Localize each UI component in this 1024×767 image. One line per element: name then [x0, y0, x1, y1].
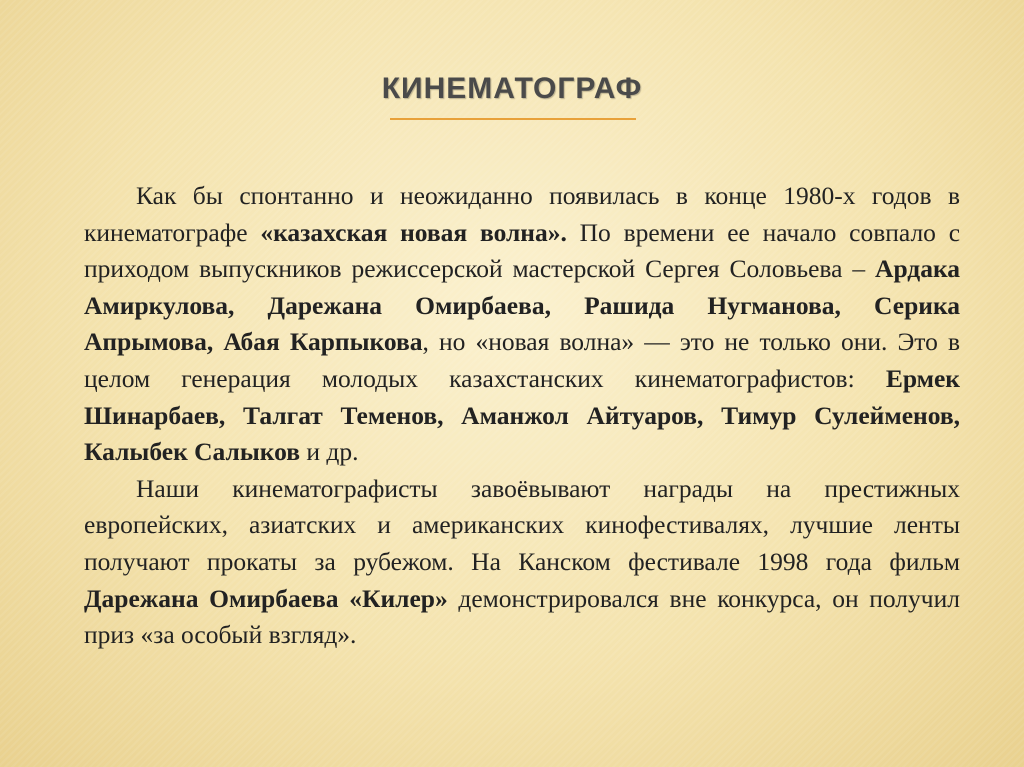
- slide-body: [84, 178, 960, 654]
- p1-bold-2: Ардака Амиркулова, Дарежана Омирбаева, Рашида Нугманова, Серика Апрымова, Абая Карпыкова: [84, 254, 960, 357]
- p2-text-2: демонстрировался вне конкурса, он получил приз «за особый взгляд».: [84, 583, 960, 650]
- p2-text-1: Наши кинематографисты завоёвывают награды на престижных европейских, азиатских и американских кинофестивалях, лучшие ленты получают прокаты за рубежом. На Канском фестивале 1998 года фильм: [84, 473, 960, 576]
- p1-bold-1: «казахская новая волна».: [260, 217, 567, 247]
- p1-text-4: и др.: [300, 437, 359, 467]
- paragraph-2: [84, 471, 960, 654]
- p1-bold-3: Ермек Шинарбаев, Талгат Теменов, Аманжол Айтуаров, Тимур Сулейменов, Калыбек Салыков: [84, 363, 960, 467]
- paragraph-1: [84, 178, 960, 471]
- p1-text-1: Как бы спонтанно и неожиданно появилась в конце 1980-х годов в кинематографе: [84, 181, 960, 247]
- p1-text-2: По времени ее начало совпало с приходом выпускников режиссерской мастерской Сергея Соловьева –: [84, 217, 961, 284]
- p1-text-3: , но «новая волна» — это не только они. Это в целом генерация молодых казахстанских кинематографистов:: [84, 327, 960, 393]
- title-underline: [390, 118, 636, 120]
- slide-title: КИНЕМАТОГРАФ: [381, 72, 643, 105]
- p2-bold-1: Дарежана Омирбаева «Килер»: [84, 583, 448, 613]
